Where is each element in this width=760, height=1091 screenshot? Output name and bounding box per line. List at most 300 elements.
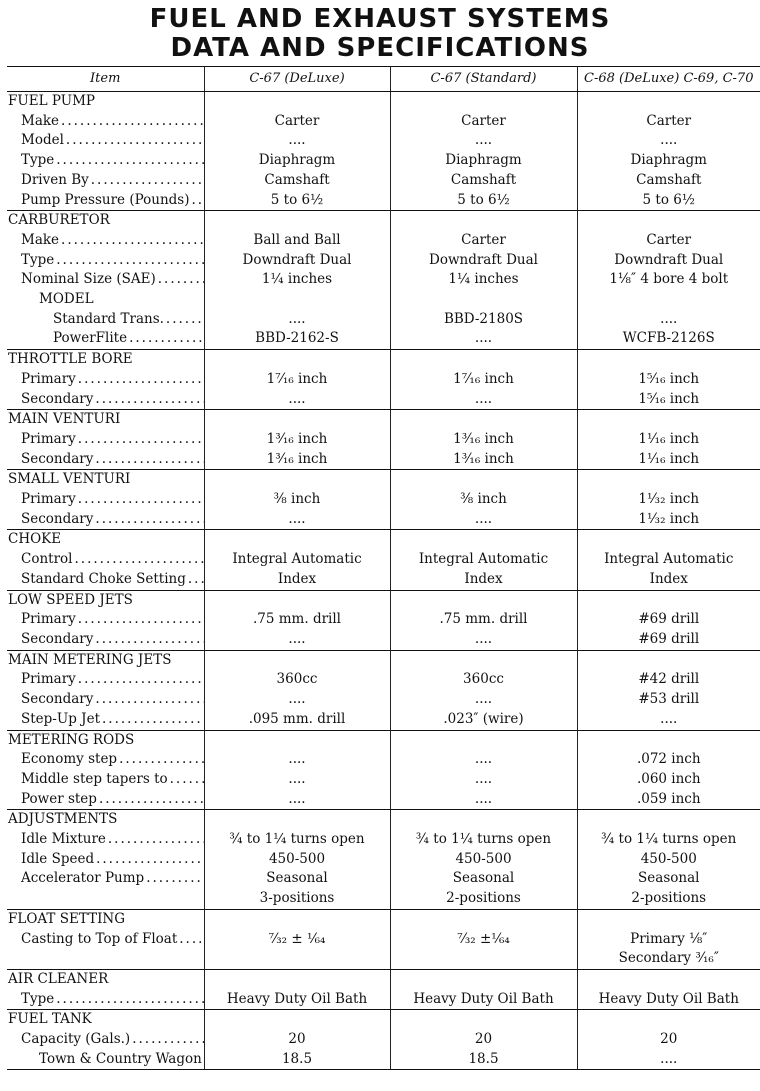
value-cell: .... <box>577 131 760 151</box>
value-cell: WCFB-2126S <box>577 329 760 349</box>
value-cell: .... <box>204 770 390 790</box>
value-cell: Seasonal <box>577 869 760 889</box>
table-row <box>7 570 760 590</box>
value-cell: Integral Automatic <box>390 550 577 570</box>
dot-leader <box>99 790 204 810</box>
value-cell: 20 <box>204 1030 390 1050</box>
dot-leader <box>78 610 204 630</box>
value-cell <box>204 949 390 969</box>
value-cell: 450-500 <box>204 850 390 870</box>
value-cell: 1¼ inches <box>390 270 577 290</box>
value-cell: Ball and Ball <box>204 231 390 251</box>
dot-leader <box>78 490 204 510</box>
dot-leader <box>61 231 203 251</box>
section-header-row <box>7 590 760 610</box>
item-label-wrap <box>7 231 204 251</box>
empty-cell <box>204 470 390 490</box>
section-header-row <box>7 470 760 490</box>
value-cell: 450-500 <box>390 850 577 870</box>
empty-cell <box>204 730 390 750</box>
value-cell: Index <box>390 570 577 590</box>
item-label: Town & Country Wagon <box>39 1050 202 1067</box>
item-cell <box>7 112 204 132</box>
value-cell: .... <box>390 690 577 710</box>
item-label-wrap <box>7 290 204 310</box>
section-header-row <box>7 909 760 929</box>
empty-cell <box>577 909 760 929</box>
dot-leader <box>78 430 204 450</box>
value-cell: Primary ⅛″ <box>577 930 760 950</box>
item-cell <box>7 450 204 470</box>
value-cell: .... <box>577 310 760 330</box>
section-title: CARBURETOR <box>7 211 204 231</box>
dot-leader <box>166 310 204 330</box>
dot-leader <box>56 251 203 271</box>
value-cell: 450-500 <box>577 850 760 870</box>
empty-cell <box>390 470 577 490</box>
value-cell: 1¹⁄₃₂ inch <box>577 510 760 530</box>
item-cell <box>7 710 204 730</box>
item-label: Secondary <box>21 450 94 467</box>
value-cell: Secondary ³⁄₁₆″ <box>577 949 760 969</box>
item-label-wrap <box>7 490 204 510</box>
value-cell: 1⁵⁄₁₆ inch <box>577 370 760 390</box>
section-title: MAIN METERING JETS <box>7 650 204 670</box>
item-label: Capacity (Gals.) <box>21 1031 131 1048</box>
table-row <box>7 690 760 710</box>
table-row <box>7 231 760 251</box>
empty-cell <box>577 590 760 610</box>
value-cell: Diaphragm <box>577 151 760 171</box>
value-cell: 18.5 <box>390 1050 577 1070</box>
table-row <box>7 889 760 909</box>
item-cell <box>7 270 204 290</box>
table-row <box>7 770 760 790</box>
item-label-wrap <box>7 1050 204 1070</box>
item-label-wrap <box>7 191 204 211</box>
value-cell: .... <box>204 750 390 770</box>
item-label-wrap <box>7 270 204 290</box>
value-cell: ¾ to 1¼ turns open <box>577 830 760 850</box>
value-cell: 1³⁄₁₆ inch <box>390 450 577 470</box>
dot-leader <box>179 930 203 950</box>
dot-leader <box>61 112 203 132</box>
table-row <box>7 151 760 171</box>
dot-leader <box>74 550 203 570</box>
empty-cell <box>577 1010 760 1030</box>
value-cell: .... <box>204 690 390 710</box>
item-cell <box>7 630 204 650</box>
item-label-wrap <box>7 850 204 870</box>
empty-cell <box>204 530 390 550</box>
empty-cell <box>577 650 760 670</box>
value-cell: ⅜ inch <box>390 490 577 510</box>
item-label: Primary <box>21 671 76 688</box>
section-header-row <box>7 530 760 550</box>
value-cell: .... <box>577 710 760 730</box>
item-label: Secondary <box>21 510 94 527</box>
table-row <box>7 270 760 290</box>
value-cell: Carter <box>204 112 390 132</box>
table-row <box>7 510 760 530</box>
item-label-wrap <box>7 370 204 390</box>
value-cell: Integral Automatic <box>577 550 760 570</box>
section-title: FUEL PUMP <box>7 92 204 112</box>
section-title: THROTTLE BORE <box>7 350 204 370</box>
empty-cell <box>204 1010 390 1030</box>
specifications-table <box>7 66 760 1070</box>
value-cell: .... <box>390 510 577 530</box>
page-title <box>0 0 760 63</box>
item-label: Primary <box>21 611 76 628</box>
item-cell <box>7 610 204 630</box>
table-row <box>7 949 760 969</box>
empty-cell <box>204 650 390 670</box>
item-cell <box>7 191 204 211</box>
item-label: Make <box>21 231 60 248</box>
dot-leader <box>95 450 203 470</box>
dot-leader <box>95 690 203 710</box>
empty-cell <box>577 410 760 430</box>
table-row <box>7 450 760 470</box>
value-cell: 2-positions <box>577 889 760 909</box>
value-cell: Downdraft Dual <box>577 251 760 271</box>
value-cell: BBD-2180S <box>390 310 577 330</box>
empty-cell <box>390 350 577 370</box>
title-line-1: FUEL AND EXHAUST SYSTEMS <box>149 4 611 34</box>
item-cell <box>7 251 204 271</box>
table-row <box>7 610 760 630</box>
empty-cell <box>577 530 760 550</box>
section-title: SMALL VENTURI <box>7 470 204 490</box>
item-label: Casting to Top of Float <box>21 930 178 947</box>
empty-cell <box>390 730 577 750</box>
table-body <box>7 92 760 1070</box>
section-header-row <box>7 1010 760 1030</box>
value-cell: ⁷⁄₃₂ ±¹⁄₆₄ <box>390 930 577 950</box>
value-cell: .... <box>204 790 390 810</box>
section-title: FLOAT SETTING <box>7 909 204 929</box>
empty-cell <box>390 810 577 830</box>
value-cell: ⁷⁄₃₂ ± ¹⁄₆₄ <box>204 930 390 950</box>
value-cell: 360cc <box>390 670 577 690</box>
item-cell <box>7 550 204 570</box>
column-header: C-67 (Standard) <box>390 67 577 92</box>
table-row <box>7 869 760 889</box>
value-cell: Downdraft Dual <box>390 251 577 271</box>
table-row <box>7 990 760 1010</box>
value-cell: .... <box>390 131 577 151</box>
empty-cell <box>390 650 577 670</box>
value-cell: Downdraft Dual <box>204 251 390 271</box>
section-title: METERING RODS <box>7 730 204 750</box>
value-cell: #42 drill <box>577 670 760 690</box>
table-row <box>7 930 760 950</box>
table-row <box>7 850 760 870</box>
item-cell <box>7 370 204 390</box>
item-cell <box>7 510 204 530</box>
item-cell <box>7 570 204 590</box>
item-label: Secondary <box>21 691 94 708</box>
section-header-row <box>7 810 760 830</box>
empty-cell <box>390 969 577 989</box>
item-label-wrap <box>7 990 204 1010</box>
value-cell: .... <box>390 390 577 410</box>
table-row <box>7 191 760 211</box>
item-cell <box>7 830 204 850</box>
item-cell <box>7 770 204 790</box>
item-label: Step-Up Jet <box>21 710 101 727</box>
value-cell: Diaphragm <box>390 151 577 171</box>
dot-leader <box>56 990 203 1010</box>
item-cell <box>7 390 204 410</box>
value-cell: Heavy Duty Oil Bath <box>577 990 760 1010</box>
value-cell: Index <box>204 570 390 590</box>
item-label-wrap <box>7 450 204 470</box>
table-row <box>7 131 760 151</box>
item-label-wrap <box>7 670 204 690</box>
item-label-wrap <box>7 710 204 730</box>
table-row <box>7 490 760 510</box>
value-cell <box>204 290 390 310</box>
table-row <box>7 430 760 450</box>
table-header-row <box>7 67 760 92</box>
table-row <box>7 630 760 650</box>
value-cell: ¾ to 1¼ turns open <box>390 830 577 850</box>
empty-cell <box>577 92 760 112</box>
value-cell: .... <box>390 329 577 349</box>
value-cell <box>577 290 760 310</box>
column-header: C-68 (DeLuxe) C-69, C-70 <box>577 67 760 92</box>
item-label: Type <box>21 152 55 169</box>
value-cell: .... <box>390 630 577 650</box>
empty-cell <box>204 810 390 830</box>
item-label: Model <box>21 132 64 149</box>
item-label: Secondary <box>21 630 94 647</box>
value-cell: .75 mm. drill <box>204 610 390 630</box>
value-cell: 1¹⁄₁₆ inch <box>577 430 760 450</box>
empty-cell <box>204 350 390 370</box>
item-label-wrap <box>7 550 204 570</box>
section-header-row <box>7 350 760 370</box>
empty-cell <box>390 530 577 550</box>
dot-leader <box>95 510 203 530</box>
table-row <box>7 790 760 810</box>
section-header-row <box>7 410 760 430</box>
empty-cell <box>390 909 577 929</box>
value-cell: Heavy Duty Oil Bath <box>204 990 390 1010</box>
value-cell: 20 <box>577 1030 760 1050</box>
dot-leader <box>146 869 203 889</box>
empty-cell <box>577 211 760 231</box>
empty-cell <box>204 410 390 430</box>
item-cell <box>7 131 204 151</box>
value-cell: .... <box>204 310 390 330</box>
item-label-wrap <box>7 329 204 349</box>
item-cell <box>7 990 204 1010</box>
section-header-row <box>7 650 760 670</box>
item-cell <box>7 949 204 969</box>
dot-leader <box>56 151 203 171</box>
section-header-row <box>7 969 760 989</box>
value-cell: 1³⁄₁₆ inch <box>204 430 390 450</box>
item-cell <box>7 750 204 770</box>
item-label: Secondary <box>21 390 94 407</box>
item-label-wrap <box>7 390 204 410</box>
item-label: Type <box>21 251 55 268</box>
dot-leader <box>95 390 203 410</box>
dot-leader <box>78 370 204 390</box>
value-cell: Heavy Duty Oil Bath <box>390 990 577 1010</box>
value-cell: 1⁷⁄₁₆ inch <box>204 370 390 390</box>
empty-cell <box>390 92 577 112</box>
dot-leader <box>170 770 204 790</box>
table-row <box>7 1050 760 1070</box>
item-label-wrap <box>7 171 204 191</box>
value-cell: 2-positions <box>390 889 577 909</box>
item-cell <box>7 490 204 510</box>
item-label: PowerFlite <box>53 330 128 347</box>
value-cell: Camshaft <box>390 171 577 191</box>
value-cell: ¾ to 1¼ turns open <box>204 830 390 850</box>
table-row <box>7 710 760 730</box>
dot-leader <box>102 710 203 730</box>
value-cell: Carter <box>577 231 760 251</box>
item-cell <box>7 930 204 950</box>
item-label-wrap <box>7 430 204 450</box>
item-cell <box>7 329 204 349</box>
value-cell: 1³⁄₁₆ inch <box>204 450 390 470</box>
value-cell: Carter <box>390 231 577 251</box>
item-label-wrap <box>7 690 204 710</box>
section-title: LOW SPEED JETS <box>7 590 204 610</box>
value-cell: .023″ (wire) <box>390 710 577 730</box>
section-header-row <box>7 92 760 112</box>
empty-cell <box>390 1010 577 1030</box>
dot-leader <box>96 850 203 870</box>
dot-leader <box>78 670 204 690</box>
value-cell: 18.5 <box>204 1050 390 1070</box>
value-cell: 5 to 6½ <box>204 191 390 211</box>
item-label: Nominal Size (SAE) <box>21 271 156 288</box>
value-cell: Index <box>577 570 760 590</box>
table-row <box>7 390 760 410</box>
dot-leader <box>108 830 204 850</box>
table-row <box>7 171 760 191</box>
item-label-wrap <box>7 510 204 530</box>
item-label-wrap <box>7 310 204 330</box>
value-cell: Carter <box>577 112 760 132</box>
item-label-wrap <box>7 630 204 650</box>
item-label: Standard Trans. <box>53 310 164 327</box>
value-cell: .75 mm. drill <box>390 610 577 630</box>
table-row <box>7 310 760 330</box>
section-title: MAIN VENTURI <box>7 410 204 430</box>
table-row <box>7 830 760 850</box>
item-label-wrap <box>7 750 204 770</box>
item-label-wrap <box>7 930 204 950</box>
empty-cell <box>577 810 760 830</box>
value-cell: .060 inch <box>577 770 760 790</box>
empty-cell <box>204 909 390 929</box>
section-title: AIR CLEANER <box>7 969 204 989</box>
dot-leader <box>188 570 204 590</box>
dot-leader <box>132 1030 203 1050</box>
item-cell <box>7 151 204 171</box>
value-cell: Camshaft <box>204 171 390 191</box>
value-cell: 5 to 6½ <box>390 191 577 211</box>
item-label: Primary <box>21 370 76 387</box>
table-row <box>7 290 760 310</box>
value-cell: .... <box>390 790 577 810</box>
item-label-wrap <box>7 112 204 132</box>
item-label-wrap <box>7 830 204 850</box>
value-cell: 1⅛″ 4 bore 4 bolt <box>577 270 760 290</box>
value-cell: .... <box>390 770 577 790</box>
value-cell: Diaphragm <box>204 151 390 171</box>
column-header: C-67 (DeLuxe) <box>204 67 390 92</box>
value-cell <box>390 290 577 310</box>
item-cell <box>7 790 204 810</box>
value-cell: .... <box>204 630 390 650</box>
table-row <box>7 750 760 770</box>
value-cell: .... <box>204 131 390 151</box>
section-header-row <box>7 211 760 231</box>
item-cell <box>7 231 204 251</box>
value-cell: .... <box>390 750 577 770</box>
value-cell: #53 drill <box>577 690 760 710</box>
item-label: Driven By <box>21 171 89 188</box>
item-cell <box>7 430 204 450</box>
value-cell: Seasonal <box>204 869 390 889</box>
value-cell: .... <box>204 390 390 410</box>
table-row <box>7 329 760 349</box>
value-cell: Camshaft <box>577 171 760 191</box>
value-cell: Seasonal <box>390 869 577 889</box>
dot-leader <box>66 131 204 151</box>
value-cell: .... <box>577 1050 760 1070</box>
value-cell: Integral Automatic <box>204 550 390 570</box>
section-title: FUEL TANK <box>7 1010 204 1030</box>
value-cell: 20 <box>390 1030 577 1050</box>
section-title: ADJUSTMENTS <box>7 810 204 830</box>
value-cell: .072 inch <box>577 750 760 770</box>
dot-leader <box>119 750 203 770</box>
value-cell: .059 inch <box>577 790 760 810</box>
empty-cell <box>390 211 577 231</box>
item-label: Power step <box>21 790 97 807</box>
item-label: Standard Choke Setting <box>21 570 186 587</box>
item-label: MODEL <box>39 291 94 308</box>
value-cell: 1⁷⁄₁₆ inch <box>390 370 577 390</box>
value-cell: #69 drill <box>577 610 760 630</box>
item-label-wrap <box>7 251 204 271</box>
empty-cell <box>204 969 390 989</box>
dot-leader <box>158 270 204 290</box>
item-cell <box>7 690 204 710</box>
value-cell: BBD-2162-S <box>204 329 390 349</box>
empty-cell <box>204 92 390 112</box>
table-row <box>7 370 760 390</box>
item-cell <box>7 850 204 870</box>
item-label-wrap <box>7 570 204 590</box>
item-label: Pump Pressure (Pounds) <box>21 191 190 208</box>
item-label-wrap <box>7 151 204 171</box>
item-label: Idle Mixture <box>21 831 106 848</box>
item-cell <box>7 670 204 690</box>
item-label-wrap <box>7 1030 204 1050</box>
item-label-wrap <box>7 610 204 630</box>
